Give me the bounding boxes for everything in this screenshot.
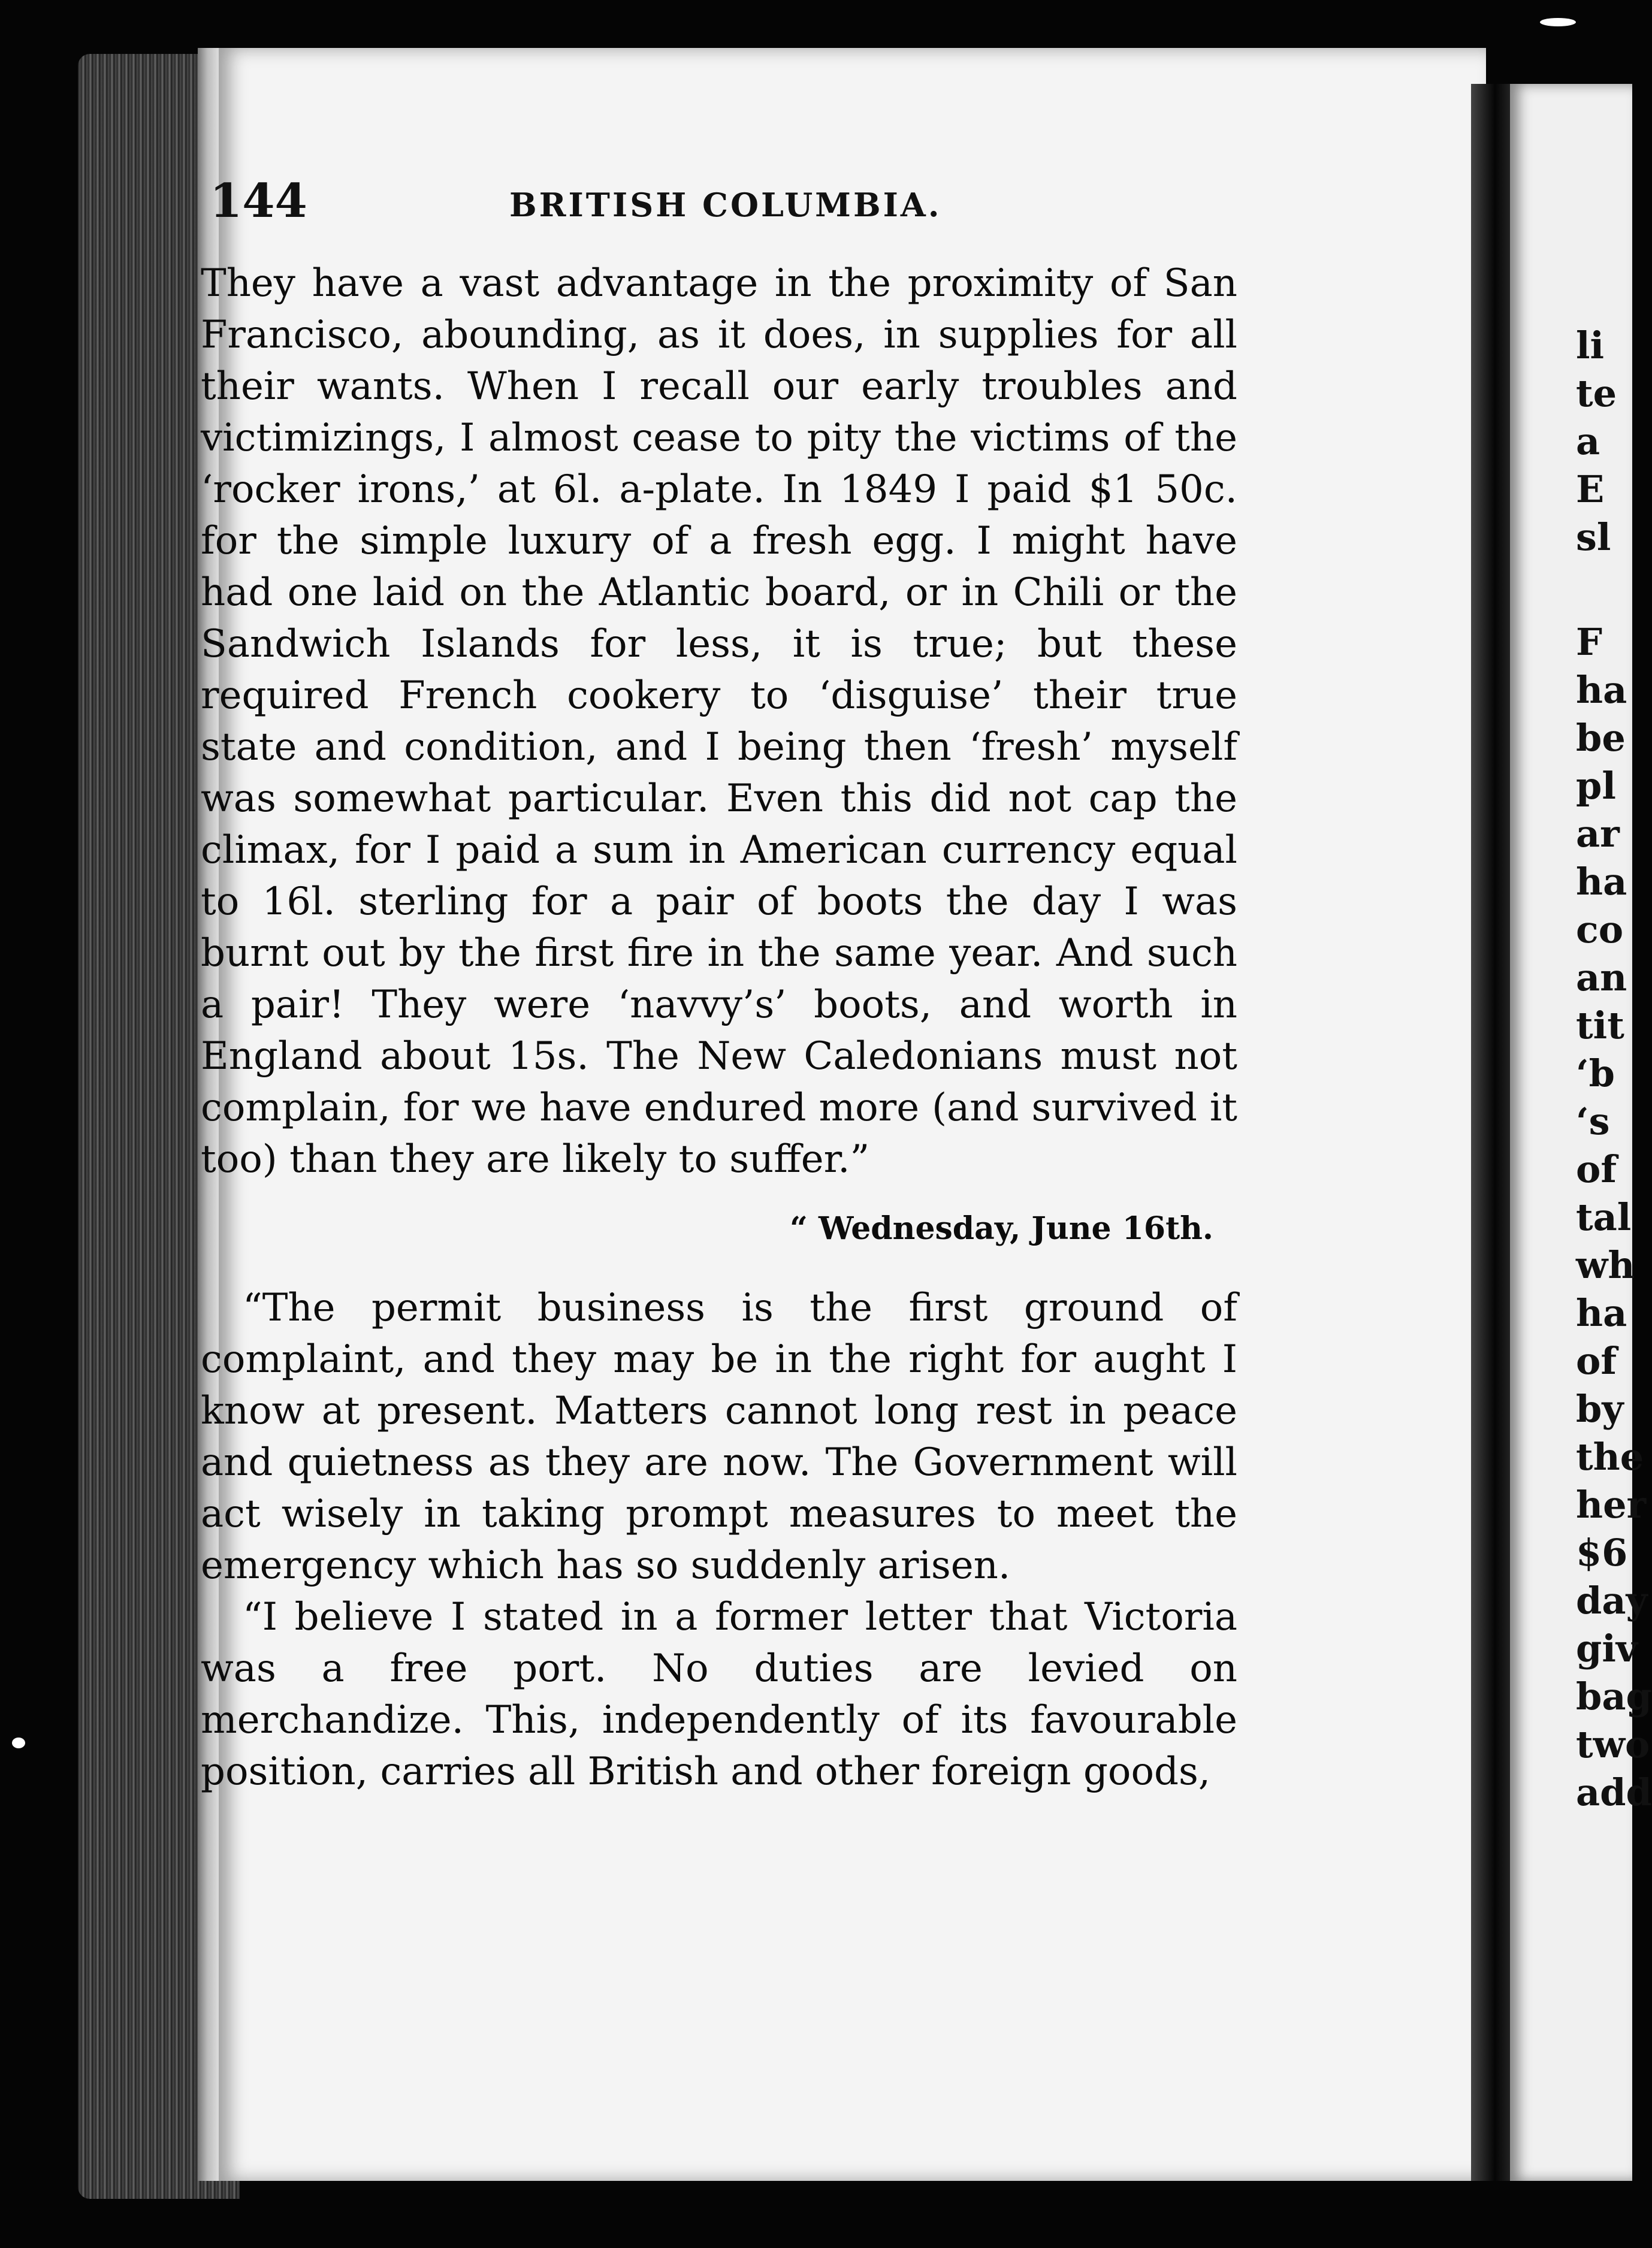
right-page-fragment: li: [1576, 324, 1605, 367]
right-page-fragment: be: [1576, 716, 1626, 760]
right-page-fragment: ha: [1576, 668, 1627, 712]
right-page-fragment: giv: [1576, 1627, 1638, 1670]
page-number: 144: [210, 174, 307, 228]
right-page-fragment: E: [1576, 467, 1605, 511]
right-page-fragment: te: [1576, 371, 1617, 415]
paragraph: “The permit business is the first ground of complaint, and they may be in the right for aught I know at present. Matters cannot long rest in peace and quietness as they are now. The Government will act wisely in taking prompt measures to meet the emergency which has so suddenly arisen.: [201, 1286, 1237, 1588]
right-page-fragment: ha: [1576, 1291, 1627, 1335]
right-page-fragment: two: [1576, 1723, 1650, 1766]
book-page-right-fragment: [1510, 84, 1652, 2181]
page-body-text: [201, 258, 1237, 1797]
right-page-fragment: day: [1576, 1579, 1648, 1622]
right-page-fragment: ar: [1576, 812, 1620, 856]
right-page-fragment: F: [1576, 620, 1603, 664]
dateline: “ Wednesday, June 16th.: [790, 1210, 1213, 1247]
right-page-fragment: a: [1576, 419, 1600, 463]
right-page-fragment: bag: [1576, 1675, 1652, 1718]
scan-fleck: [12, 1738, 25, 1748]
right-page-fragment: ‘b: [1576, 1052, 1615, 1095]
paragraph: “I believe I stated in a former letter that Victoria was a free port. No duties are levied on merchandize. This, independently of its favourable position, carries all British and other foreign goods,: [201, 1595, 1237, 1794]
right-page-fragment: of: [1576, 1147, 1617, 1191]
right-page-fragment: sl: [1576, 515, 1611, 559]
right-page-fragment: of: [1576, 1339, 1617, 1383]
right-page-fragment: wh: [1576, 1243, 1635, 1287]
paragraph: They have a vast advantage in the proximity of San Francisco, abounding, as it does, in supplies for all their wants. When I recall our early troubles and victimizings, I almost cease to pity the victims of the ‘rocker irons,’ at 6l. a-plate. In 1849 I paid $1 50c. for the simple luxury of a fresh egg. I might have had one laid on the Atlantic board, or in Chili or the Sandwich Islands for less, it is true; but these required French cookery to ‘disguise’ their true state and condition, and I being then ‘fresh’ myself was somewhat particular. Even this did not cap the climax, for I paid a sum in American currency equal to 16l. sterling for a pair of boots the day I was burnt out by the first fire in the same year. And such a pair! They were ‘navvy’s’ boots, and worth in England about 15s. The New Caledonians must not complain, for we have endured more (and survived it too) than they are likely to suffer.”: [201, 261, 1237, 1182]
right-page-fragment: her: [1576, 1483, 1647, 1527]
right-page-fragment: $6: [1576, 1531, 1628, 1575]
right-page-fragment: the: [1576, 1435, 1644, 1479]
right-page-fragment: add: [1576, 1770, 1652, 1814]
right-page-fragment: pl: [1576, 764, 1616, 808]
running-head: BRITISH COLUMBIA.: [509, 186, 942, 224]
page-header: [210, 174, 1240, 240]
right-page-fragment: tal: [1576, 1195, 1632, 1239]
scan-fleck: [1540, 18, 1576, 26]
right-page-fragment: tit: [1576, 1004, 1624, 1047]
right-page-fragment: co: [1576, 908, 1624, 951]
right-page-fragment: ‘s: [1576, 1099, 1610, 1143]
right-page-fragment: ha: [1576, 860, 1627, 904]
right-page-fragment: an: [1576, 956, 1627, 999]
right-page-fragment: by: [1576, 1387, 1624, 1431]
